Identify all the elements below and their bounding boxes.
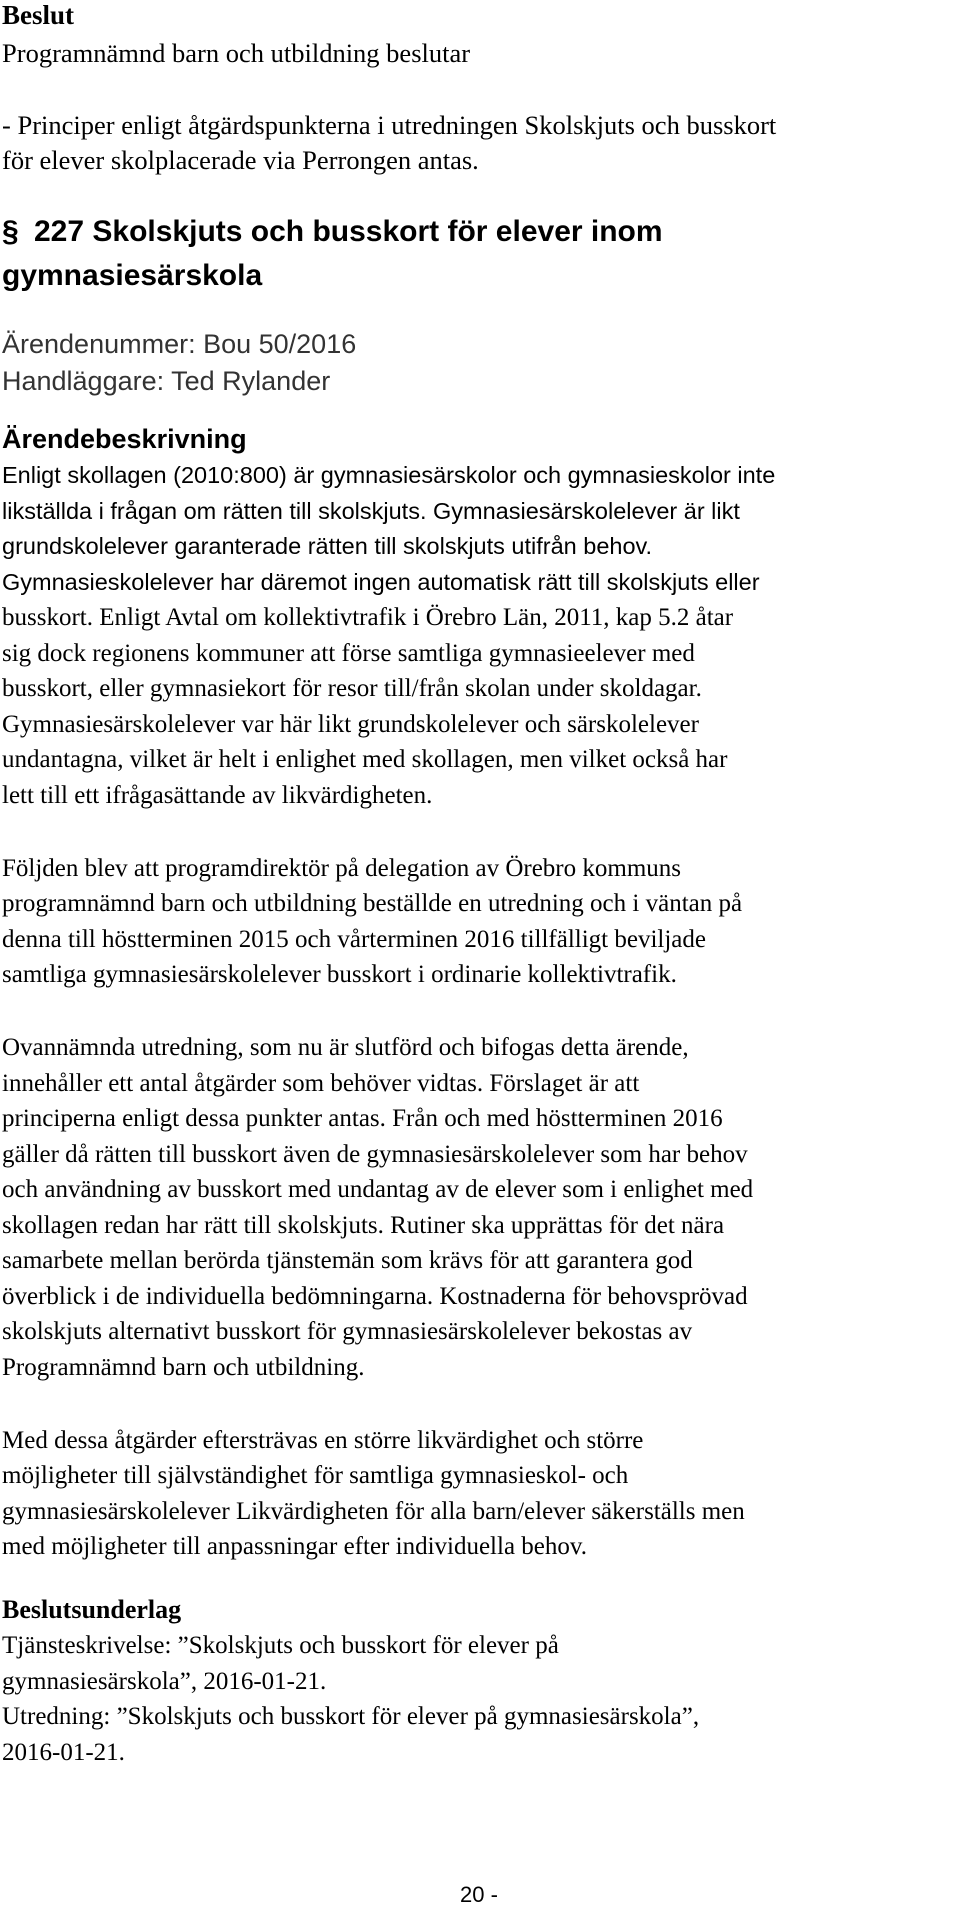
body-line: gäller då rätten till busskort även de gymnasiesärskolelever som har behov [2, 1141, 748, 1168]
body-line: skollagen redan har rätt till skolskjuts. Rutiner ska upprättas för det nära [2, 1212, 725, 1239]
body-line: med möjligheter till anpassningar efter individuella behov. [2, 1533, 588, 1560]
body-line: busskort. Enligt Avtal om kollektivtrafik i Örebro Län, 2011, kap 5.2 åtar [2, 604, 734, 631]
body-line: Enligt skollagen (2010:800) är gymnasiesärskolor och gymnasieskolor inte [2, 462, 776, 488]
beslut-line: Programnämnd barn och utbildning beslutar [2, 38, 471, 68]
arendebeskrivning-heading: Ärendebeskrivning [2, 424, 247, 454]
body-line: denna till höstterminen 2015 och vårterminen 2016 tillfälligt beviljade [2, 926, 706, 953]
beslutsunderlag-line: gymnasiesärskola”, 2016-01-21. [2, 1668, 327, 1695]
body-line: samarbete mellan berörda tjänstemän som krävs för att garantera god [2, 1247, 693, 1274]
section-title [2, 212, 663, 252]
body-line: Gymnasiesärskolelever var här likt grundskolelever och särskolelever [2, 711, 699, 738]
body-line: sig dock regionens kommuner att förse samtliga gymnasieelever med [2, 640, 695, 667]
beslutsunderlag-line: Utredning: ”Skolskjuts och busskort för elever på gymnasiesärskola”, [2, 1703, 700, 1730]
body-line: busskort, eller gymnasiekort för resor till/från skolan under skoldagar. [2, 675, 702, 702]
body-line: samtliga gymnasiesärskolelever busskort i ordinarie kollektivtrafik. [2, 961, 677, 988]
body-line: gymnasiesärskolelever Likvärdigheten för alla barn/elever säkerställs men [2, 1498, 745, 1525]
body-line: Programnämnd barn och utbildning. [2, 1354, 365, 1381]
body-line: Följden blev att programdirektör på delegation av Örebro kommuns [2, 855, 681, 882]
handlaggare: Handläggare: Ted Rylander [2, 366, 331, 396]
section-sign: § [2, 215, 19, 248]
body-line: Ovannämnda utredning, som nu är slutförd och bifogas detta ärende, [2, 1034, 689, 1061]
body-line: Gymnasieskolelever har däremot ingen automatisk rätt till skolskjuts eller [2, 569, 760, 595]
body-line: lett till ett ifrågasättande av likvärdigheten. [2, 782, 433, 809]
beslutsunderlag-line: 2016-01-21. [2, 1739, 125, 1766]
section-title-continued: gymnasiesärskola [2, 259, 263, 292]
section-title-text: 227 Skolskjuts och busskort för elever inom [34, 215, 663, 248]
body-line: innehåller ett antal åtgärder som behöver vidtas. Förslaget är att [2, 1070, 640, 1097]
beslutsunderlag-line: Tjänsteskrivelse: ”Skolskjuts och busskort för elever på [2, 1632, 559, 1659]
body-line: Med dessa åtgärder eftersträvas en större likvärdighet och större [2, 1427, 644, 1454]
body-line: grundskolelever garanterade rätten till skolskjuts utifrån behov. [2, 533, 653, 559]
body-line: skolskjuts alternativt busskort för gymnasiesärskolelever bekostas av [2, 1318, 693, 1345]
beslut-line: - Principer enligt åtgärdspunkterna i utredningen Skolskjuts och busskort [2, 110, 777, 140]
body-line: principerna enligt dessa punkter antas. Från och med höstterminen 2016 [2, 1105, 723, 1132]
arendenummer: Ärendenummer: Bou 50/2016 [2, 329, 357, 359]
beslutsunderlag-heading: Beslutsunderlag [2, 1595, 182, 1624]
body-line: likställda i frågan om rätten till skolskjuts. Gymnasiesärskolelever är likt [2, 498, 740, 524]
beslut-line: för elever skolplacerade via Perrongen antas. [2, 145, 479, 175]
body-line: undantagna, vilket är helt i enlighet med skollagen, men vilket också har [2, 746, 728, 773]
body-line: programnämnd barn och utbildning beställde en utredning och i väntan på [2, 890, 743, 917]
body-line: och användning av busskort med undantag av de elever som i enlighet med [2, 1176, 754, 1203]
page-number: 20 - [460, 1882, 498, 1907]
body-line: överblick i de individuella bedömningarna. Kostnaderna för behovsprövad [2, 1283, 748, 1310]
beslut-heading: Beslut [2, 0, 75, 30]
body-line: möjligheter till självständighet för samtliga gymnasieskol- och [2, 1462, 629, 1489]
